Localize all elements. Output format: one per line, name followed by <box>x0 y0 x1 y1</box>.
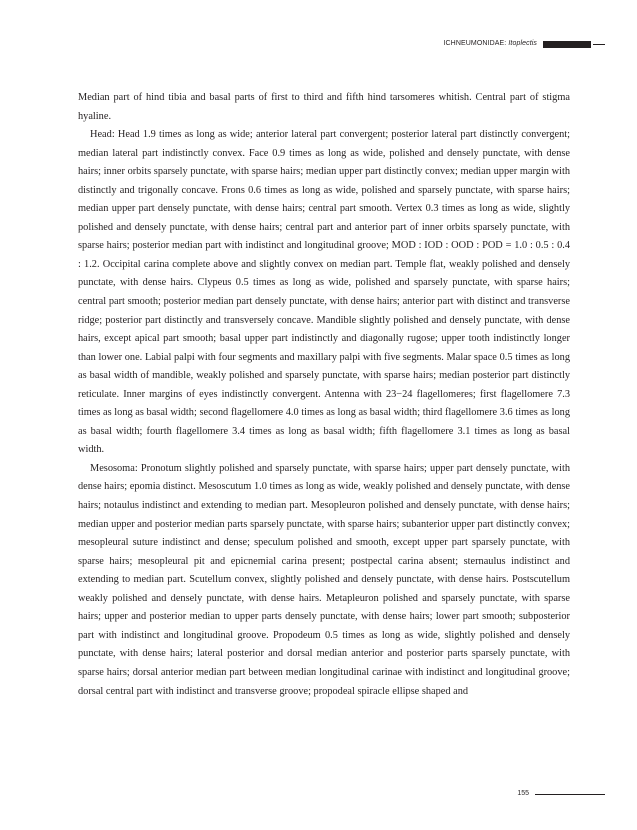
paragraph-mesosoma: Mesosoma: Pronotum slightly polished and sparsely punctate, with sparse hairs; upper part densely punctate, with dense hairs; epomia distinct. Mesoscutum 1.0 times as long as wide, weakly polished and densely punctate, with dense hairs; notaulus indistinct and extending to median part. Mesopleuron polished and densely punctate, with dense hairs; median upper and posterior median parts sparsely punctate, with sparse hairs; subanterior upper part distinctly convex; mesopleural suture indistinct and dense; speculum polished and smooth, except upper part sparsely punctate, with sparse hairs; mesopleural pit and epicnemial carina present; postpectal carina absent; sternaulus indistinct and extending to median part. Scutellum convex, slightly polished and densely punctate, with dense hairs. Postscutellum weakly polished and densely punctate, with dense hairs. Metapleuron polished and sparsely punctate, with sparse hairs; upper and posterior median to upper parts densely punctate, with dense hairs; lower part smooth; subposterior part with indistinct and longitudinal groove. Propodeum 0.5 times as long as wide, slightly polished and densely punctate, with dense hairs; lateral posterior and dorsal median anterior and posterior parts sparsely punctate, with sparse hairs; dorsal anterior median part between median longitudinal carinae with indistinct and longitudinal groove; dorsal central part with indistinct and transverse groove; propodeal spiracle ellipse shaped and <box>78 462 570 697</box>
running-head-rule <box>593 44 605 45</box>
page-footer <box>517 789 605 799</box>
running-head <box>443 40 605 48</box>
running-head-family: ICHNEUMONIDAE: <box>443 40 507 47</box>
page-number: 155 <box>517 790 529 797</box>
paragraph-head: Head: Head 1.9 times as long as wide; anterior lateral part convergent; posterior lateral part distinctly convergent; median lateral part indistinctly convex. Face 0.9 times as long as wide, polished and densely punctate, with dense hairs; inner orbits sparsely punctate, with sparse hairs; median upper part distinctly convex; median upper margin with distinctly and trigonally concave. Frons 0.6 times as long as wide, polished and sparsely punctate, with sparse hairs; median upper part densely punctate, with dense hairs; central part smooth. Vertex 0.3 times as long as wide, slightly polished and densely punctate, with dense hairs; central part and anterior part of inner orbits sparsely punctate, with sparse hairs; posterior median part with indistinct and longitudinal groove; MOD : IOD : OOD : POD = 1.0 : 0.5 : 0.4 : 1.2. Occipital carina complete above and slightly convex on median part. Temple flat, weakly polished and densely punctate, with dense hairs. Clypeus 0.5 times as long as wide, polished and sparsely punctate, with sparse hairs; central part smooth; posterior median part densely punctate, with dense hairs; anterior part with distinct and transverse ridge; posterior part distinctly and transversely concave. Mandible slightly polished and densely punctate, with dense hairs, except apical part smooth; basal upper part indistinctly and diagonally rugose; upper tooth indistinctly longer than lower one. Labial palpi with four segments and maxillary palpi with five segments. Malar space 0.5 times as long as basal width of mandible, weakly polished and sparsely punctate, with sparse hairs; median posterior part distinctly reticulate. Inner margins of eyes indistinctly convergent. Antenna with 23−24 flagellomeres; first flagellomere 7.3 times as long as basal width; second flagellomere 4.0 times as long as basal width; third flagellomere 3.6 times as long as basal width; fourth flagellomere 3.4 times as long as basal width; fifth flagellomere 3.1 times as long as basal width. <box>78 129 570 456</box>
paragraph-leg-color: Median part of hind tibia and basal parts of first to third and fifth hind tarsomeres whitish. Central part of stigma hyaline. <box>78 92 570 122</box>
body-text <box>78 89 570 701</box>
running-head-genus: Itoplectis <box>508 40 537 47</box>
footer-rule <box>535 794 605 795</box>
running-head-title <box>443 40 537 48</box>
running-head-bar <box>543 41 591 48</box>
